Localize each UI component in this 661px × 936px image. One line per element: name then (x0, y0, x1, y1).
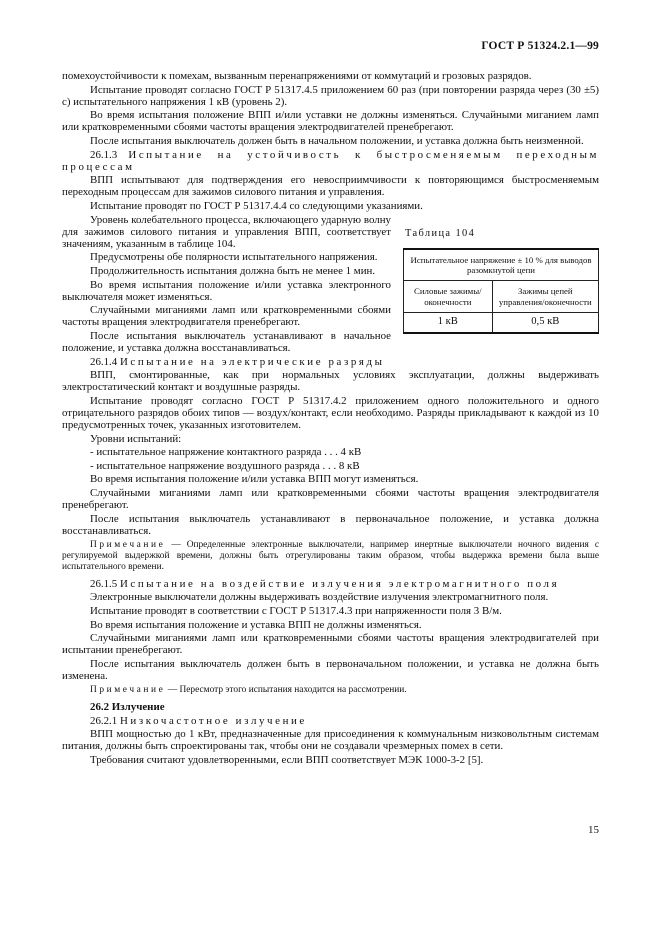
paragraph: Уровни испытаний: (90, 432, 182, 445)
paragraph: Испытание проводят согласно ГОСТ Р 51317.4.5 приложением 60 раз (при повторении разряда через (30 ±5) с) испытательного напряжения 1 кВ (уровень 2). (62, 83, 599, 108)
table-caption: Таблица 104 (405, 227, 476, 239)
paragraph: После испытания выключатель устанавливают в первоначальное положение, и уставка должна восстанавливаться. (62, 512, 599, 537)
section-number: 26.1.5 (90, 577, 118, 590)
paragraph: Во время испытания положение и/или уставка ВПП могут изменяться. (90, 473, 419, 486)
paragraph: Случайными миганиями ламп или кратковременными сбоями частоты вращения электродвигателя пренебрегают. (62, 487, 599, 512)
note-text: — Пересмотр этого испытания находится на рассмотрении. (165, 685, 407, 696)
section-heading-26-2-1 (62, 715, 599, 727)
document-body (62, 70, 599, 768)
paragraph: Предусмотрены обе полярности испытательного напряжения. (90, 251, 378, 264)
paragraph: Электронные выключатели должны выдерживать воздействие излучения электромагнитного поля. (90, 591, 549, 604)
list-item: - испытательное напряжение контактного разряда . . . 4 кВ (90, 446, 362, 459)
table-cell: 1 кВ (404, 313, 493, 333)
paragraph: После испытания выключатель должен быть в начальном положении, и уставка должна быть неизменной. (90, 134, 584, 147)
paragraph: Случайными миганиями ламп или кратковременными сбоями частоты вращения электродвигателя пренебрегают. (62, 304, 391, 329)
paragraph: Во время испытания положение ВПП и/или уставки не должны изменяться. Случайными миганием ламп или кратковременными сбоями частоты вращения электродвигателей пренебрегают. (62, 109, 599, 134)
section-heading-26-1-3 (62, 149, 599, 173)
section-number: 26.1.4 (90, 355, 118, 368)
section-title: Испытание на электрические разряды (119, 355, 385, 368)
paragraph: помехоустойчивости к помехам, вызванным перенапряжениями от коммутаций и грозовых разрядов. (62, 70, 532, 82)
paragraph: После испытания выключатель должен быть в первоначальном положении, и уставка не должна быть изменена. (62, 657, 599, 683)
table-header: Испытательное напряжение ± 10 % для выводов разомкнутой цепи (404, 249, 599, 281)
paragraph: После испытания выключатель устанавливают в начальное положение, и уставка должна восстанавливаться. (62, 329, 391, 354)
section-title: Низкочастотное излучение (119, 714, 307, 727)
paragraph: ВПП, смонтированные, как при нормальных условиях эксплуатации, должны выдерживать электростатический контакт и воздушные разряды. (62, 369, 599, 394)
note-label: Примечание (90, 539, 166, 550)
table-cell: 0,5 кВ (492, 313, 598, 333)
table-column-header: Силовые зажимы/оконечности (404, 281, 493, 313)
table-104 (403, 248, 599, 334)
note (62, 685, 599, 696)
paragraph: Во время испытания положение и уставка ВПП не должны изменяться. (90, 618, 422, 631)
document-header: ГОСТ Р 51324.2.1—99 (481, 40, 599, 52)
section-number: 26.2.1 (90, 714, 118, 727)
paragraph: Во время испытания положение и/или уставка электронного выключателя может изменяться. (62, 278, 391, 303)
list-item: - испытательное напряжение воздушного разряда . . . 8 кВ (90, 459, 360, 472)
section-heading-26-2 (62, 701, 599, 713)
section-heading-26-1-4 (62, 356, 599, 368)
paragraph: Продолжительность испытания должна быть не менее 1 мин. (90, 264, 376, 277)
paragraph: Уровень колебательного процесса, включающего ударную волну для зажимов силового питания и управления ВПП, соответствует значениям, указанным в таблице 104. (62, 213, 391, 250)
section-title: Излучение (111, 701, 165, 714)
paragraph: Испытание проводят в соответствии с ГОСТ Р 51317.4.3 при напряженности поля 3 В/м. (90, 605, 502, 618)
table-column-header: Зажимы цепей управления/оконечности (492, 281, 598, 313)
note-label: Примечание (90, 685, 166, 696)
section-heading-26-1-5 (62, 578, 599, 590)
paragraph: Случайными миганиями ламп или кратковременными сбоями частоты вращения электродвигателей при испытании пренебрегают. (62, 632, 599, 657)
note-text: — Определенные электронные выключатели, например инертные выключатели ночного видения с регулируемой выдержкой времени, должны быть отрегулированы таким образом, чтобы выдержка времени была выше испытательного времени. (62, 539, 599, 572)
paragraph: ВПП испытывают для подтверждения его невосприимчивости к повторяющимся быстросменяемым переходным процессам для зажимов силового питания и управления. (62, 174, 599, 199)
table-104-block (403, 214, 599, 334)
paragraph: ВПП мощностью до 1 кВт, предназначенные для присоединения к коммунальным низковольтным системам питания, должны быть спроектированы так, чтобы они не создавали чрезмерных помех в сети. (62, 728, 599, 753)
section-number: 26.2 (90, 701, 110, 714)
paragraph: Испытание проводят по ГОСТ Р 51317.4.4 со следующими указаниями. (90, 199, 423, 212)
paragraph: Требования считают удовлетворенными, если ВПП соответствует МЭК 1000-3-2 [5]. (90, 754, 484, 766)
paragraph: Испытание проводят согласно ГОСТ Р 51317.4.2 приложением одного положительного и одного отрицательного разрядов обоих типов — воздух/контакт, если необходимо. Разряды прикладывают к каждой из 10 предусмотренных точек, указанных изготовителем. (62, 394, 599, 432)
note (62, 540, 599, 573)
section-title: Испытание на воздействие излучения электромагнитного поля (119, 577, 560, 590)
section-title: Испытание на устойчивость к быстросменяемым переходным процессам (62, 148, 599, 173)
page-number: 15 (588, 824, 599, 836)
section-number: 26.1.3 (90, 148, 118, 161)
